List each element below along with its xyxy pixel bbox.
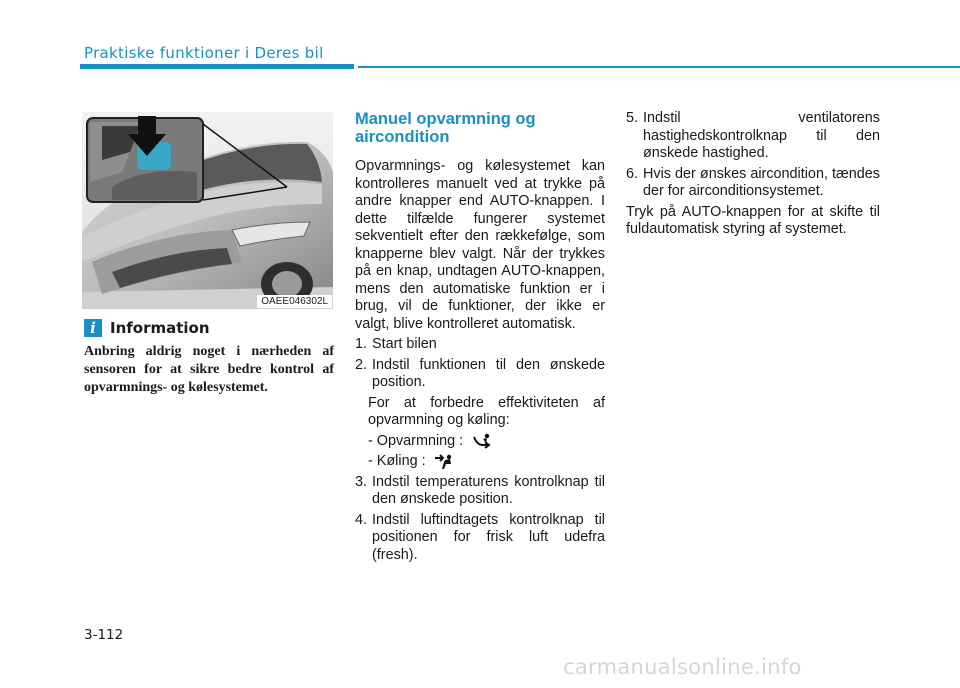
step-text: Indstil funktionen til den ønskede position.	[372, 356, 605, 390]
list-item	[355, 336, 605, 354]
step2-note: For at forbedre effektiviteten af opvarmning og køling:	[368, 394, 605, 428]
section-header-title: Praktiske funktioner i Deres bil	[84, 44, 324, 62]
step-text: Hvis der ønskes aircondition, tændes der for airconditionsystemet.	[643, 165, 880, 199]
face-vent-icon	[434, 454, 454, 470]
list-item	[355, 357, 605, 392]
list-item	[355, 512, 605, 565]
section-intro: Opvarmnings- og kølesystemet kan kontrolleres manuelt ved at trykke på andre knapper end AUTO-knappen. I dette tilfælde fungerer systemet sekventielt efter den rækkefølge, som knapperne blev valgt. Når der trykkes på en knap, undtagen AUTO-knappen, mens den automatiske funktion er i brug, vil de funktioner, der ikke er valgt, blive kontrolleret automatisk.	[355, 158, 605, 332]
header-accent-bar	[80, 64, 354, 69]
heating-line	[355, 433, 605, 451]
list-item	[626, 110, 880, 163]
step-text: Indstil ventilatorens hastighedskontrolknap til den ønskede hastighed.	[643, 110, 880, 161]
content-column-2	[355, 110, 605, 567]
floor-heat-icon	[471, 433, 491, 449]
info-title: Information	[110, 319, 210, 337]
car-sensor-illustration	[82, 112, 333, 309]
info-heading	[84, 318, 210, 338]
step-number: 4.	[355, 511, 368, 528]
step-number: 1.	[355, 336, 368, 352]
step-text: Indstil luftindtagets kontrolknap til positionen for frisk luft udefra (fresh).	[372, 511, 605, 563]
page-number: 3-112	[84, 627, 124, 643]
heating-label: - Opvarmning :	[368, 432, 464, 449]
section-title: Manuel opvarmning og aircondition	[355, 110, 536, 146]
header-rule	[358, 66, 960, 68]
step-number: 6.	[626, 165, 639, 182]
info-text: Anbring aldrig noget i nærheden af sensoren for at sikre bedre kontrol af opvarmnings- og kølesystemet.	[84, 344, 334, 395]
step-text: Indstil temperaturens kontrolknap til den ønskede position.	[372, 473, 605, 507]
section-outro: Tryk på AUTO-knappen for at skifte til fuldautomatisk styring af systemet.	[626, 203, 880, 237]
step-number: 5.	[626, 110, 639, 126]
step-number: 3.	[355, 473, 368, 490]
watermark: carmanualsonline.info	[563, 655, 802, 679]
step-text: Start bilen	[372, 336, 437, 352]
list-item	[355, 474, 605, 509]
step-number: 2.	[355, 356, 368, 373]
car-drawing	[82, 112, 333, 309]
list-item	[626, 166, 880, 201]
cooling-label: - Køling :	[368, 453, 426, 469]
cooling-line	[355, 453, 605, 471]
info-icon: i	[84, 319, 102, 337]
content-column-3	[626, 110, 880, 242]
figure-code: OAEE046302L	[257, 295, 332, 308]
